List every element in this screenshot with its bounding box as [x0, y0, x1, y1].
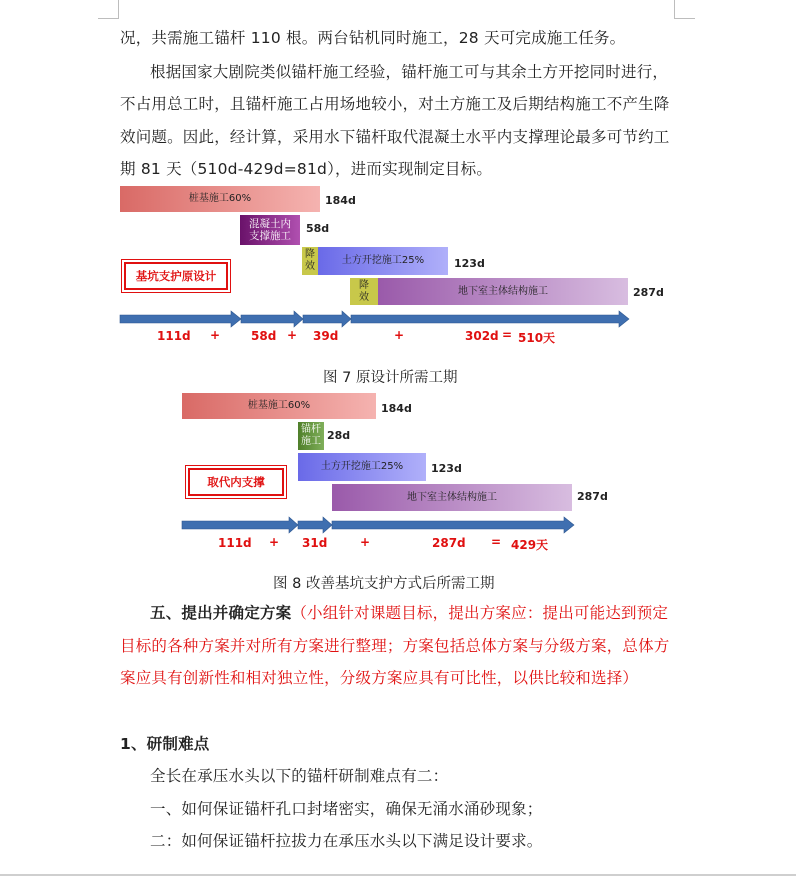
fig7-axis-label-302d: 302d — [465, 329, 499, 343]
fig7-concrete-duration: 58d — [306, 222, 330, 235]
section-5-note-line: 案应具有创新性和相对独立性，分级方案应具有可比性，以供比较和选择） — [120, 669, 639, 687]
fig7-earthwork-duration: 123d — [454, 257, 485, 270]
fig7-original-design-label: 基坑支护原设计 — [124, 262, 228, 290]
fig8-axis-label-31d: 31d — [302, 536, 328, 550]
fig8-pile-duration: 184d — [381, 402, 412, 415]
fig7-pile-duration: 184d — [325, 194, 356, 207]
section-5-heading: 五、提出并确定方案 — [150, 604, 292, 622]
paragraph-line: 况，共需施工锚杆 110 根。两台钻机同时施工，28 天可完成施工任务。 — [120, 29, 626, 47]
fig7-arrow-segment-1 — [120, 311, 241, 327]
fig8-arrow-segment-2 — [298, 517, 332, 533]
fig8-earthwork-duration: 123d — [431, 462, 462, 475]
fig7-efficiency-drop-bar-2: 降效 — [350, 278, 378, 305]
fig7-axis-plus: + — [394, 328, 405, 342]
fig7-earthwork-bar: 土方开挖施工25% — [318, 247, 448, 275]
paragraph-line: 期 81 天（510d-429d=81d），进而实现制定目标。 — [120, 160, 493, 178]
fig8-replace-support-label: 取代内支撑 — [188, 468, 284, 496]
fig7-main-duration: 287d — [633, 286, 664, 299]
fig8-anchor-bar: 锚杆施工 — [298, 422, 324, 450]
figure-8-caption: 图 8 改善基坑支护方式后所需工期 — [273, 576, 495, 592]
fig7-axis-plus: + — [287, 328, 298, 342]
fig8-axis-plus: + — [360, 535, 371, 549]
fig8-earthwork-bar: 土方开挖施工25% — [298, 453, 426, 481]
section-1-intro: 全长在承压水头以下的锚杆研制难点有二： — [150, 767, 449, 785]
fig7-axis-label-111d: 111d — [157, 329, 191, 343]
fig7-main-structure-bar: 地下室主体结构施工 — [378, 278, 628, 305]
fig7-arrow-segment-3 — [303, 311, 351, 327]
paragraph-line: 根据国家大剧院类似锚杆施工经验，锚杆施工可与其余土方开挖同时进行， — [150, 63, 669, 81]
fig8-arrow-segment-3 — [332, 517, 574, 533]
fig8-anchor-duration: 28d — [327, 429, 351, 442]
fig8-main-duration: 287d — [577, 490, 608, 503]
paragraph-line: 不占用总工时，且锚杆施工占用场地较小，对土方施工及后期结构施工不产生降 — [120, 95, 670, 113]
fig7-pile-bar: 桩基施工60% — [120, 186, 320, 212]
section-5-note-line: 目标的各种方案并对所有方案进行整理；方案包括总体方案与分级方案，总体方 — [120, 637, 670, 655]
fig8-axis-equals: = — [491, 535, 502, 549]
fig7-axis-label-58d: 58d — [251, 329, 277, 343]
fig7-axis-plus: + — [210, 328, 221, 342]
fig8-axis-plus: + — [269, 535, 280, 549]
fig8-axis-total: 429天 — [511, 538, 549, 552]
fig7-axis-equals: = — [502, 328, 513, 342]
paragraph-line: 效问题。因此，经计算，采用水下锚杆取代混凝土水平内支撑理论最多可节约工 — [120, 128, 670, 146]
fig8-main-structure-bar: 地下室主体结构施工 — [332, 484, 572, 511]
fig7-arrow-segment-4 — [351, 311, 629, 327]
fig7-axis-label-39d: 39d — [313, 329, 339, 343]
section-5-line-1 — [150, 603, 668, 623]
fig7-efficiency-drop-bar-1: 降效 — [302, 247, 318, 275]
fig8-axis-label-111d: 111d — [218, 536, 252, 550]
section-5-note: （小组针对课题目标，提出方案应：提出可能达到预定 — [291, 604, 669, 622]
section-1-item-1: 一、如何保证锚杆孔口封堵密实，确保无涌水涌砂现象； — [150, 800, 543, 818]
figure-7-caption: 图 7 原设计所需工期 — [323, 370, 458, 386]
fig7-arrow-segment-2 — [241, 311, 303, 327]
fig8-pile-bar: 桩基施工60% — [182, 393, 376, 419]
fig8-arrow-segment-1 — [182, 517, 298, 533]
fig7-concrete-support-bar: 混凝土内支撑施工 — [240, 215, 300, 245]
section-1-item-2: 二：如何保证锚杆拉拔力在承压水头以下满足设计要求。 — [150, 832, 543, 850]
fig8-axis-label-287d: 287d — [432, 536, 466, 550]
section-1-heading: 1、研制难点 — [120, 735, 210, 753]
fig7-axis-total: 510天 — [518, 331, 556, 345]
